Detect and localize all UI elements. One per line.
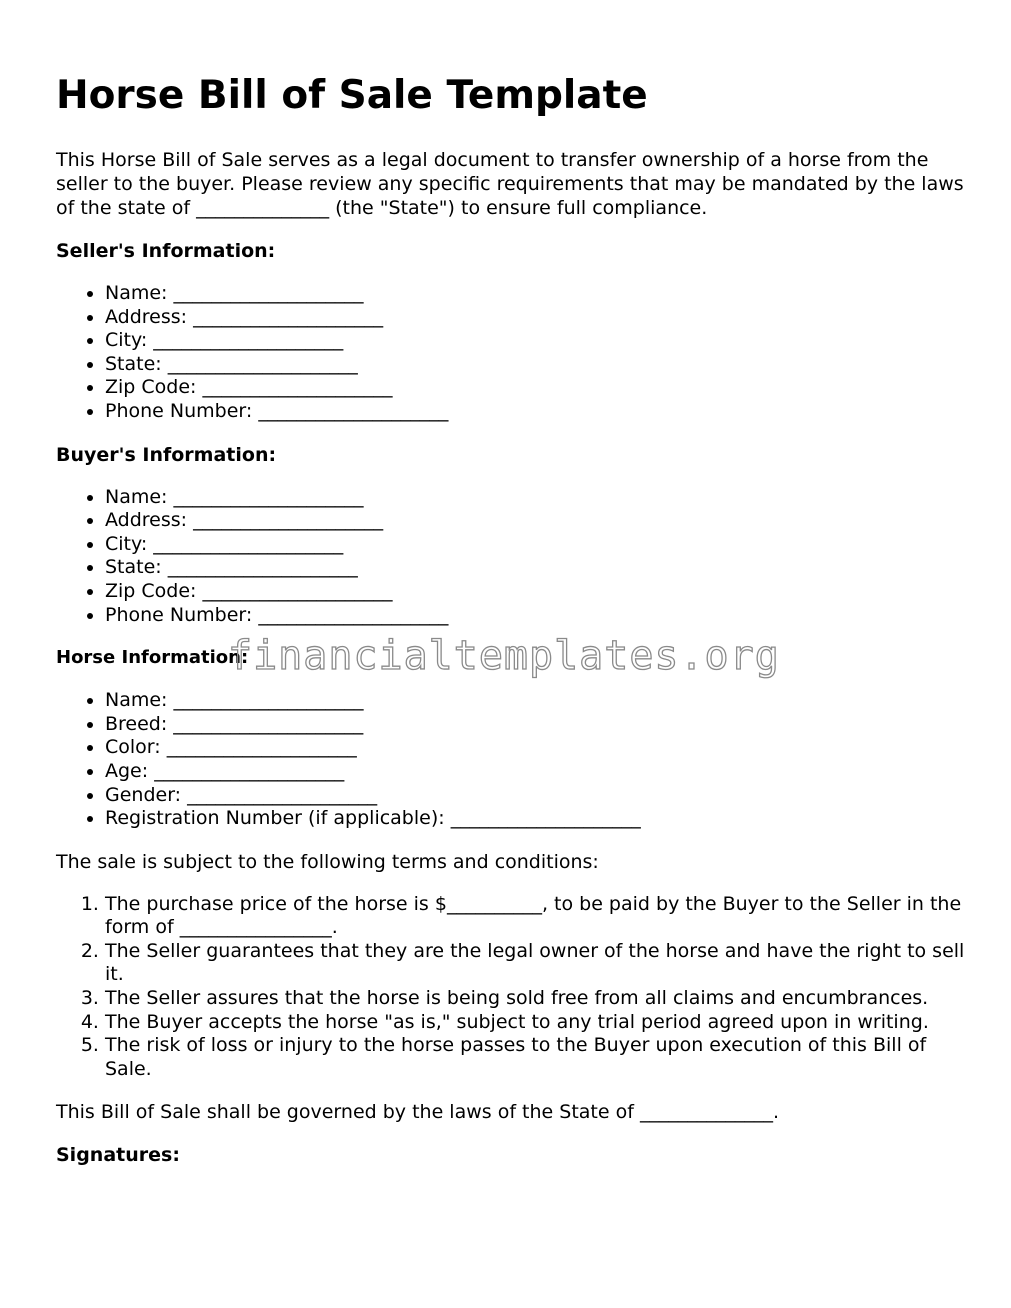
- seller-list: [56, 282, 966, 424]
- signatures-heading: Signatures:: [56, 1144, 180, 1167]
- seller-phone-item: • Phone Number: ____________________: [105, 400, 966, 424]
- buyer-zip-item: • Zip Code: ____________________: [105, 580, 966, 604]
- horse-list: [56, 689, 966, 831]
- horse-gender-item: • Gender: ____________________: [105, 784, 966, 808]
- buyer-address-item: • Address: ____________________: [105, 509, 966, 533]
- horse-breed-item: • Breed: ____________________: [105, 713, 966, 737]
- document-title: Horse Bill of Sale Template: [56, 73, 648, 118]
- buyer-name-item: • Name: ____________________: [105, 486, 966, 510]
- buyer-heading: Buyer's Information:: [56, 443, 277, 466]
- seller-address-item: • Address: ____________________: [105, 306, 966, 330]
- horse-heading: Horse Information:: [56, 647, 249, 669]
- term-item: 4. The Buyer accepts the horse "as is," subject to any trial period agreed upon in writing.: [105, 1011, 966, 1035]
- intro-paragraph: This Horse Bill of Sale serves as a legal document to transfer ownership of a horse from the seller to the buyer. Please review any specific requirements that may be mandated by the laws of the state of ______________ (the "State") to ensure full compliance.: [56, 149, 964, 219]
- seller-state-item: • State: ____________________: [105, 353, 966, 377]
- terms-list: [56, 893, 966, 1082]
- terms-intro: The sale is subject to the following terms and conditions:: [56, 850, 599, 873]
- buyer-phone-item: • Phone Number: ____________________: [105, 604, 966, 628]
- term-item: 1. The purchase price of the horse is $__________, to be paid by the Buyer to the Seller in the form of ________________.: [105, 893, 966, 940]
- horse-name-item: • Name: ____________________: [105, 689, 966, 713]
- term-item: 5. The risk of loss or injury to the horse passes to the Buyer upon execution of this Bill of Sale.: [105, 1034, 966, 1081]
- buyer-list: [56, 486, 966, 628]
- seller-heading: Seller's Information:: [56, 240, 276, 262]
- governing-law-paragraph: This Bill of Sale shall be governed by the laws of the State of ______________.: [56, 1101, 780, 1124]
- horse-color-item: • Color: ____________________: [105, 736, 966, 760]
- buyer-city-item: • City: ____________________: [105, 533, 966, 557]
- document-page: [56, 70, 966, 1186]
- buyer-state-item: • State: ____________________: [105, 556, 966, 580]
- term-item: 3. The Seller assures that the horse is being sold free from all claims and encumbrances.: [105, 987, 966, 1011]
- seller-zip-item: • Zip Code: ____________________: [105, 376, 966, 400]
- watermark-text: financialtemplates.org: [228, 633, 780, 679]
- horse-registration-item: • Registration Number (if applicable): ____________________: [105, 807, 966, 831]
- seller-city-item: • City: ____________________: [105, 329, 966, 353]
- seller-name-item: • Name: ____________________: [105, 282, 966, 306]
- term-item: 2. The Seller guarantees that they are the legal owner of the horse and have the right to sell it.: [105, 940, 966, 987]
- horse-age-item: • Age: ____________________: [105, 760, 966, 784]
